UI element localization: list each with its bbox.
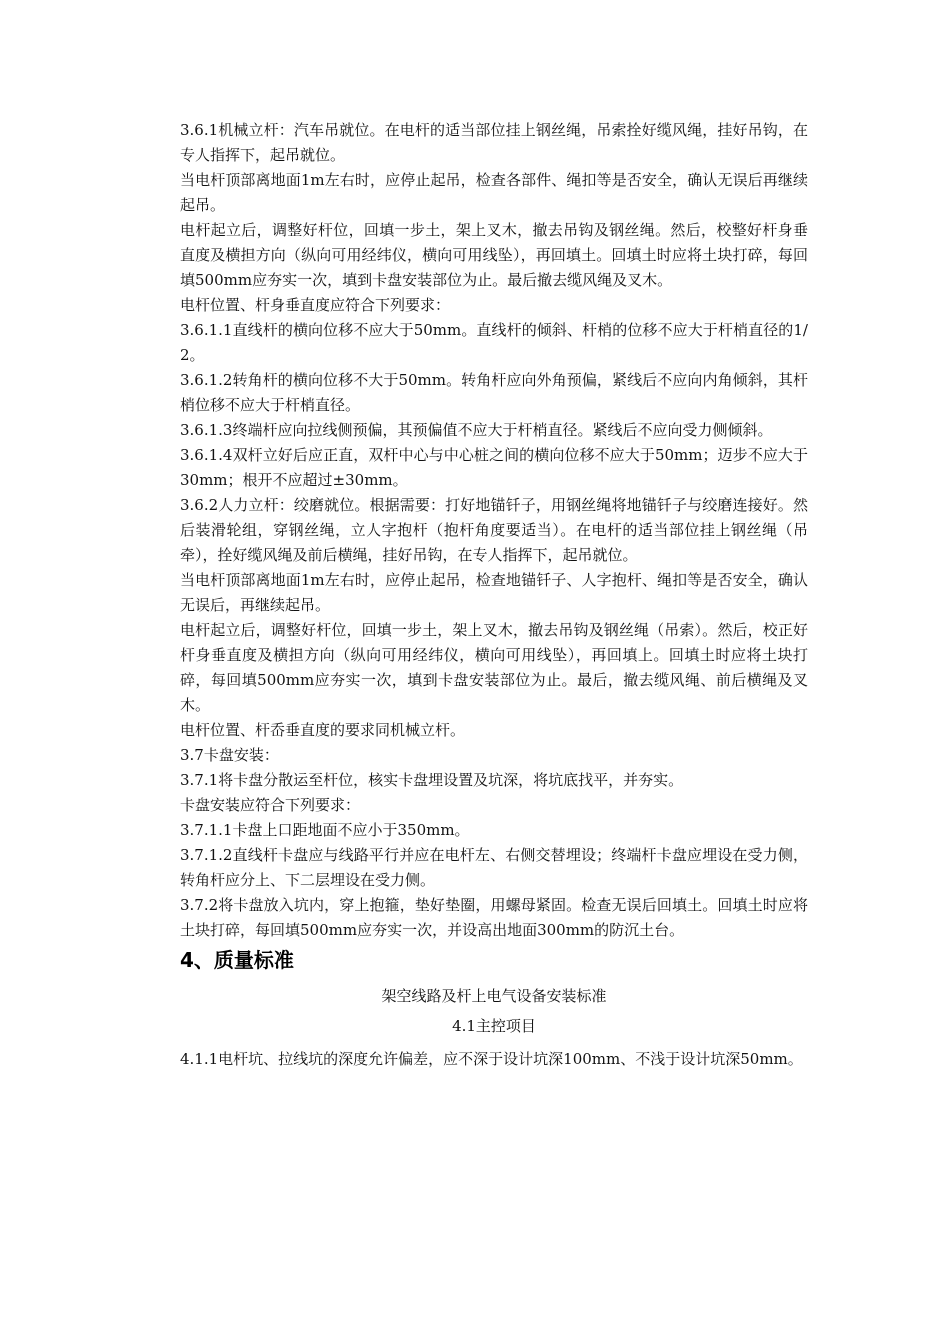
paragraph: 当电杆顶部离地面1m左右时，应停止起吊，检查地锚钎子、人字抱杆、绳扣等是否安全，确认无误后，再继续起吊。 [180,571,808,614]
standard-title: 架空线路及杆上电气设备安装标准 [381,987,607,1005]
paragraph: 3.7.1将卡盘分散运至杆位，核实卡盘埋设置及坑深，将坑底找平，并夯实。 [180,771,684,789]
paragraph: 卡盘安装应符合下列要求： [180,796,361,814]
paragraph: 电杆位置、杆身垂直度应符合下列要求： [180,296,451,314]
paragraph: 3.7卡盘安装： [180,746,279,764]
paragraph: 3.6.1机械立杆：汽车吊就位。在电杆的适当部位挂上钢丝绳，吊索拴好缆风绳，挂好吊钩，在专人指挥下，起吊就位。 [180,121,808,164]
paragraph: 当电杆顶部离地面1m左右时，应停止起吊，检查各部件、绳扣等是否安全，确认无误后再继续起吊。 [180,171,808,214]
paragraph: 电杆起立后，调整好杆位，回填一步土，架上叉木，撤去吊钩及钢丝绳。然后，校整好杆身垂直度及横担方向（纵向可用经纬仪，横向可用线坠），再回填土。回填土时应将土块打碎，每回填500mm应夯实一次，填到卡盘安装部位为止。最后撤去缆风绳及叉木。 [180,221,808,289]
document-page [180,118,808,1076]
paragraph: 3.6.1.3终端杆应向拉线侧预偏，其预偏值不应大于杆梢直径。紧线后不应向受力侧倾斜。 [180,421,773,439]
paragraph: 3.6.1.2转角杆的横向位移不大于50mm。转角杆应向外角预偏，紧线后不应向内角倾斜，其杆梢位移不应大于杆梢直径。 [180,371,808,414]
subsection-title: 4.1主控项目 [452,1017,536,1035]
paragraph: 3.6.2人力立杆：绞磨就位。根据需要：打好地锚钎子，用钢丝绳将地锚钎子与绞磨连接好。然后装滑轮组，穿钢丝绳，立人字抱杆（抱杆角度要适当）。在电杆的适当部位挂上钢丝绳（吊牵），拴好缆风绳及前后横绳，挂好吊钩，在专人指挥下，起吊就位。 [180,496,808,564]
paragraph: 3.7.1.2直线杆卡盘应与线路平行并应在电杆左、右侧交替埋设；终端杆卡盘应埋设在受力侧，转角杆应分上、下二层埋设在受力侧。 [180,846,808,889]
paragraph: 3.6.1.4双杆立好后应正直，双杆中心与中心桩之间的横向位移不应大于50mm；迈步不应大于30mm；根开不应超过±30mm。 [180,446,808,489]
paragraph: 3.7.2将卡盘放入坑内，穿上抱箍，垫好垫圈，用螺母紧固。检查无误后回填土。回填土时应将土块打碎，每回填500mm应夯实一次，并设高出地面300mm的防沉土台。 [180,896,808,939]
paragraph: 3.7.1.1卡盘上口距地面不应小于350mm。 [180,821,470,839]
paragraph: 电杆位置、杆岙垂直度的要求同机械立杆。 [180,721,466,739]
paragraph: 电杆起立后，调整好杆位，回填一步土，架上叉木，撤去吊钩及钢丝绳（吊索）。然后，校正好杆身垂直度及横担方向（纵向可用经纬仪，横向可用线坠），再回填上。回填土时应将土块打碎，每回填500mm应夯实一次，填到卡盘安装部位为止。最后，撤去缆风绳、前后横绳及叉木。 [180,621,808,714]
paragraph: 3.6.1.1直线杆的横向位移不应大于50mm。直线杆的倾斜、杆梢的位移不应大于杆梢直径的1/2。 [180,321,808,364]
paragraph: 4.1.1电杆坑、拉线坑的深度允许偏差，应不深于设计坑深100mm、不浅于设计坑深50mm。 [180,1050,803,1068]
section-heading: 4、质量标准 [180,948,294,972]
